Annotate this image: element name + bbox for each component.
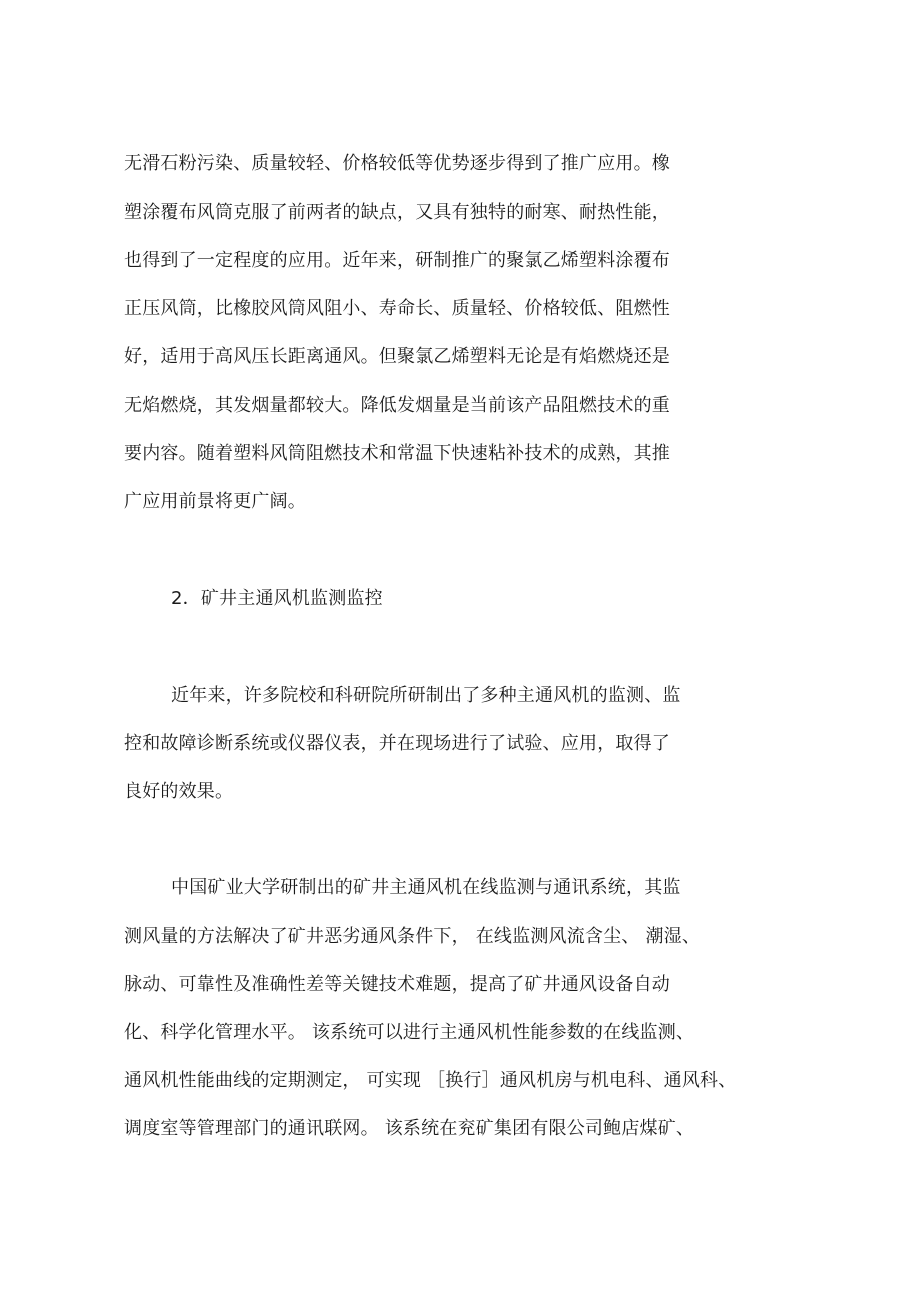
paragraph-2-line-1: 近年来，许多院校和科研院所研制出了多种主通风机的监测、监 xyxy=(171,685,681,706)
paragraph-1-line-6: 无焰燃烧，其发烟量都较大。降低发烟量是当前该产品阻燃技术的重 xyxy=(124,395,670,416)
paragraph-3-line-5: 通风机性能曲线的定期测定， 可实现 ［换行］通风机房与机电科、通风科、 xyxy=(124,1070,737,1091)
paragraph-3-line-2: 测风量的方法解决了矿井恶劣通风条件下， 在线监测风流含尘、 潮湿、 xyxy=(124,926,701,947)
paragraph-1-line-8: 广应用前景将更广阔。 xyxy=(124,491,306,512)
paragraph-2-line-3: 良好的效果。 xyxy=(124,781,234,802)
paragraph-2-line-2: 控和故障诊断系统或仪器仪表，并在现场进行了试验、应用，取得了 xyxy=(124,733,670,754)
paragraph-1-line-1: 无滑石粉污染、质量较轻、价格较低等优势逐步得到了推广应用。橡 xyxy=(124,153,670,174)
paragraph-1-line-3: 也得到了一定程度的应用。近年来，研制推广的聚氯乙烯塑料涂覆布 xyxy=(124,250,670,271)
paragraph-3-line-6: 调度室等管理部门的通讯联网。 该系统在兖矿集团有限公司鲍店煤矿、 xyxy=(124,1118,695,1139)
paragraph-1-line-4: 正压风筒，比橡胶风筒风阻小、寿命长、质量轻、价格较低、阻燃性 xyxy=(124,298,670,319)
paragraph-1-line-2: 塑涂覆布风筒克服了前两者的缺点，又具有独特的耐寒、耐热性能， xyxy=(124,202,670,223)
section-heading: 2．矿井主通风机监测监控 xyxy=(171,588,383,609)
paragraph-1-line-7: 要内容。随着塑料风筒阻燃技术和常温下快速粘补技术的成熟，其推 xyxy=(124,443,670,464)
paragraph-3-line-3: 脉动、可靠性及准确性差等关键技术难题，提高了矿井通风设备自动 xyxy=(124,974,670,995)
paragraph-1-line-5: 好，适用于高风压长距离通风。但聚氯乙烯塑料无论是有焰燃烧还是 xyxy=(124,346,670,367)
paragraph-3-line-1: 中国矿业大学研制出的矿井主通风机在线监测与通讯系统，其监 xyxy=(171,877,681,898)
paragraph-3-line-4: 化、科学化管理水平。 该系统可以进行主通风机性能参数的在线监测、 xyxy=(124,1022,695,1043)
